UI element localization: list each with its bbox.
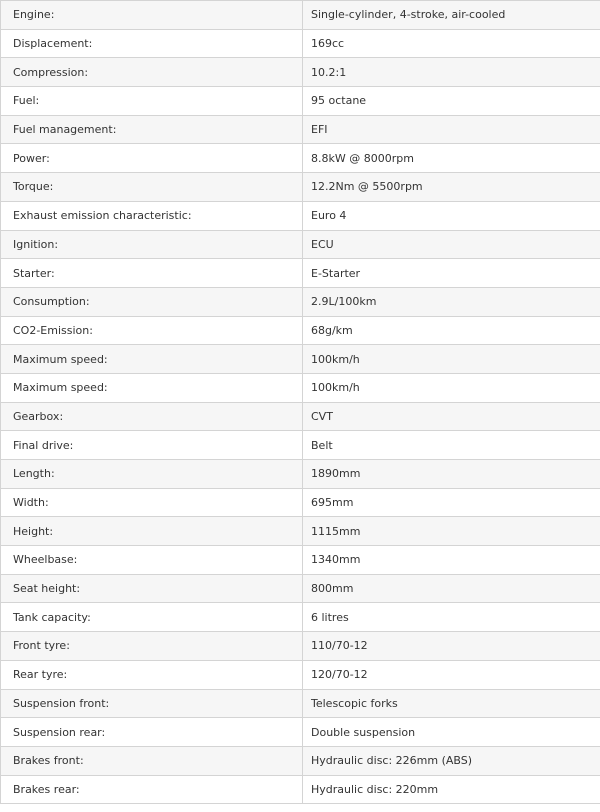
spec-label: Suspension rear: (1, 718, 303, 747)
table-row (1, 230, 600, 259)
table-row (1, 87, 600, 116)
spec-value: 10.2:1 (303, 58, 600, 87)
spec-value: 100km/h (303, 373, 600, 402)
spec-label: Height: (1, 517, 303, 546)
spec-value: E-Starter (303, 259, 600, 288)
spec-value: Belt (303, 431, 600, 460)
table-row (1, 746, 600, 775)
spec-label: Maximum speed: (1, 373, 303, 402)
spec-label: CO2-Emission: (1, 316, 303, 345)
spec-label: Gearbox: (1, 402, 303, 431)
spec-label: Suspension front: (1, 689, 303, 718)
spec-value: 110/70-12 (303, 632, 600, 661)
spec-value: 169cc (303, 29, 600, 58)
spec-label: Displacement: (1, 29, 303, 58)
table-row (1, 574, 600, 603)
spec-value: 695mm (303, 488, 600, 517)
spec-label: Compression: (1, 58, 303, 87)
table-row (1, 775, 600, 804)
spec-label: Seat height: (1, 574, 303, 603)
spec-label: Ignition: (1, 230, 303, 259)
table-row (1, 1, 600, 30)
spec-value: Hydraulic disc: 220mm (303, 775, 600, 804)
table-row (1, 29, 600, 58)
spec-value: 100km/h (303, 345, 600, 374)
spec-label: Rear tyre: (1, 660, 303, 689)
spec-value: 800mm (303, 574, 600, 603)
spec-value: 1890mm (303, 460, 600, 489)
table-row (1, 431, 600, 460)
spec-value: 12.2Nm @ 5500rpm (303, 173, 600, 202)
spec-value: 8.8kW @ 8000rpm (303, 144, 600, 173)
table-row (1, 460, 600, 489)
table-row (1, 488, 600, 517)
table-row (1, 632, 600, 661)
spec-value: Euro 4 (303, 201, 600, 230)
table-row (1, 345, 600, 374)
table-row (1, 689, 600, 718)
table-row (1, 259, 600, 288)
spec-value: CVT (303, 402, 600, 431)
spec-value: Hydraulic disc: 226mm (ABS) (303, 746, 600, 775)
table-row (1, 660, 600, 689)
spec-value: 120/70-12 (303, 660, 600, 689)
spec-label: Width: (1, 488, 303, 517)
spec-value: ECU (303, 230, 600, 259)
table-row (1, 603, 600, 632)
spec-value: Double suspension (303, 718, 600, 747)
spec-label: Power: (1, 144, 303, 173)
spec-value: EFI (303, 115, 600, 144)
spec-value: 68g/km (303, 316, 600, 345)
spec-label: Brakes rear: (1, 775, 303, 804)
spec-table-body (1, 1, 600, 804)
table-row (1, 517, 600, 546)
spec-value: 1340mm (303, 546, 600, 575)
spec-label: Maximum speed: (1, 345, 303, 374)
table-row (1, 402, 600, 431)
spec-label: Fuel: (1, 87, 303, 116)
spec-label: Fuel management: (1, 115, 303, 144)
table-row (1, 287, 600, 316)
spec-value: 6 litres (303, 603, 600, 632)
table-row (1, 373, 600, 402)
spec-label: Final drive: (1, 431, 303, 460)
table-row (1, 144, 600, 173)
spec-label: Brakes front: (1, 746, 303, 775)
spec-value: Single-cylinder, 4-stroke, air-cooled (303, 1, 600, 30)
table-row (1, 115, 600, 144)
table-row (1, 201, 600, 230)
spec-label: Starter: (1, 259, 303, 288)
table-row (1, 173, 600, 202)
table-row (1, 58, 600, 87)
spec-label: Tank capacity: (1, 603, 303, 632)
table-row (1, 546, 600, 575)
spec-label: Engine: (1, 1, 303, 30)
spec-label: Front tyre: (1, 632, 303, 661)
spec-label: Wheelbase: (1, 546, 303, 575)
spec-value: Telescopic forks (303, 689, 600, 718)
spec-label: Exhaust emission characteristic: (1, 201, 303, 230)
spec-label: Torque: (1, 173, 303, 202)
spec-value: 1115mm (303, 517, 600, 546)
spec-label: Consumption: (1, 287, 303, 316)
table-row (1, 316, 600, 345)
spec-label: Length: (1, 460, 303, 489)
spec-value: 95 octane (303, 87, 600, 116)
table-row (1, 718, 600, 747)
spec-value: 2.9L/100km (303, 287, 600, 316)
